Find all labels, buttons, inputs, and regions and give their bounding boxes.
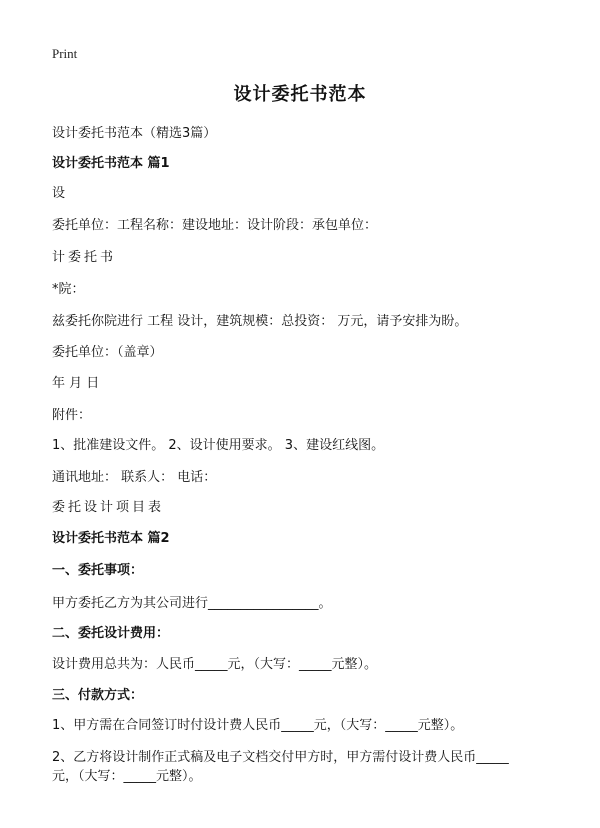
paragraph-line: 元，（大写：_____元整）。 — [52, 769, 202, 784]
paragraph-line: 委托单位：（盖章） — [52, 345, 163, 360]
subsection-heading: 二、委托设计费用： — [52, 626, 170, 641]
paragraph-line: 计委托书 — [52, 250, 117, 265]
paragraph-line: 委托单位：工程名称：建设地址：设计阶段：承包单位： — [52, 218, 378, 233]
paragraph-line: 1、批准建设文件。 2、设计使用要求。 3、建设红线图。 — [52, 438, 385, 453]
paragraph-line: 设 — [52, 186, 66, 201]
paragraph-line: 委托设计项目表 — [52, 500, 165, 515]
subsection-heading: 三、付款方式： — [52, 688, 144, 703]
paragraph-line: 2、乙方将设计制作正式稿及电子文档交付甲方时，甲方需付设计费人民币_____ — [52, 750, 509, 765]
section-heading-part1: 设计委托书范本 篇1 — [52, 156, 170, 171]
paragraph-line: 设计费用总共为：人民币_____元，（大写：_____元整）。 — [52, 657, 378, 672]
subsection-heading: 一、委托事项： — [52, 563, 144, 578]
page-title: 设计委托书范本 — [233, 84, 367, 105]
paragraph-line: 通讯地址： 联系人： 电话： — [52, 470, 217, 485]
section-heading-part2: 设计委托书范本 篇2 — [52, 531, 170, 546]
print-link[interactable]: Print — [52, 46, 78, 61]
paragraph-line: 兹委托你院进行 工程 设计，建筑规模：总投资： 万元，请予安排为盼。 — [52, 314, 468, 329]
doc-subtitle: 设计委托书范本（精选3篇） — [52, 126, 217, 141]
paragraph-line: 甲方委托乙方为其公司进行_________________。 — [52, 596, 332, 611]
paragraph-line: *院： — [52, 282, 85, 297]
paragraph-line: 年 月 日 — [52, 376, 100, 391]
paragraph-line: 附件： — [52, 408, 92, 423]
paragraph-line: 1、甲方需在合同签订时付设计费人民币_____元，（大写：_____元整）。 — [52, 718, 464, 733]
